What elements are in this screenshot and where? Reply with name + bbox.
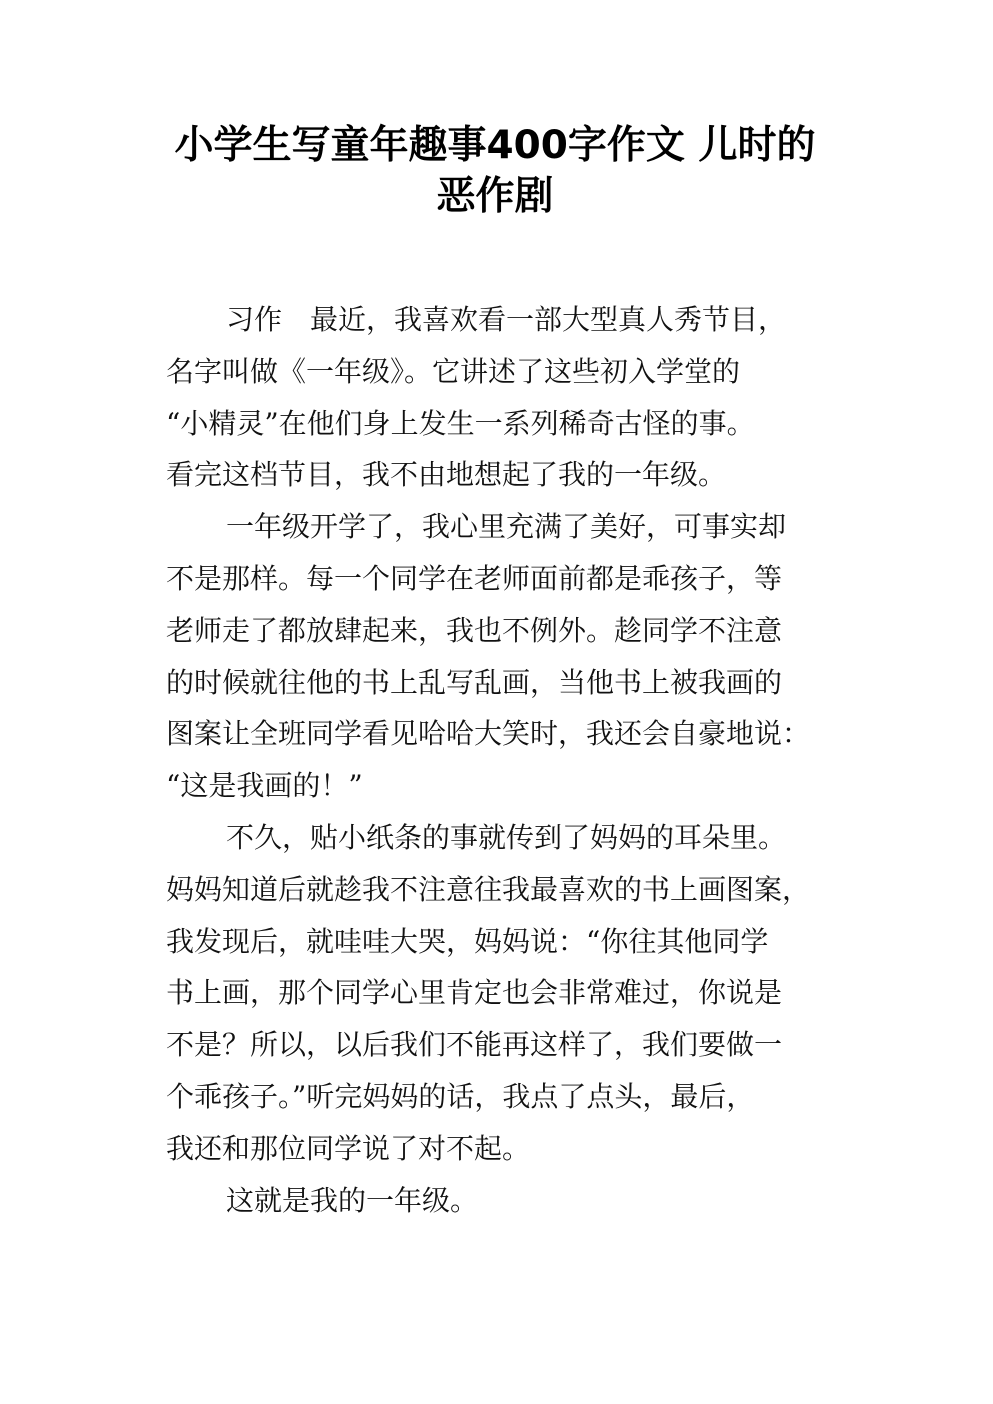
paragraph-line: 我发现后，就哇哇大哭，妈妈说：“你往其他同学 — [166, 924, 769, 958]
paragraph-line: 老师走了都放肆起来，我也不例外。趁同学不注意 — [166, 613, 783, 647]
paragraph-line: 图案让全班同学看见哈哈大笑时，我还会自豪地说： — [166, 717, 811, 751]
paragraph-line: 妈妈知道后就趁我不注意往我最喜欢的书上画图案， — [166, 872, 811, 906]
paragraph-line: 这就是我的一年级。 — [226, 1183, 479, 1217]
paragraph-line: 不是那样。每一个同学在老师面前都是乖孩子，等 — [166, 561, 783, 595]
paragraph-line: 看完这档节目，我不由地想起了我的一年级。 — [166, 458, 727, 492]
paragraph-line: 一年级开学了，我心里充满了美好，可事实却 — [226, 510, 787, 544]
paragraph-line: 书上画，那个同学心里肯定也会非常难过，你说是 — [166, 976, 783, 1010]
essay-body — [166, 294, 846, 1226]
paragraph-line: 个乖孩子。”听完妈妈的话，我点了点头，最后， — [166, 1079, 755, 1113]
paragraph-line: 名字叫做《一年级》。它讲述了这些初入学堂的 — [166, 354, 741, 388]
paragraph-line: 不久，贴小纸条的事就传到了妈妈的耳朵里。 — [226, 820, 787, 854]
document-title — [150, 120, 840, 222]
title-line: 小学生写童年趣事400字作文 儿时的 — [174, 123, 816, 168]
title-line: 恶作剧 — [436, 174, 554, 219]
paragraph-line: “小精灵”在他们身上发生一系列稀奇古怪的事。 — [166, 406, 755, 440]
paragraph-line: 的时候就往他的书上乱写乱画，当他书上被我画的 — [166, 665, 783, 699]
paragraph-line: 习作 最近，我喜欢看一部大型真人秀节目， — [226, 303, 787, 336]
paragraph-line: “这是我画的！” — [166, 769, 363, 803]
paragraph-line: 不是？所以，以后我们不能再这样了，我们要做一 — [166, 1028, 783, 1062]
paragraph-line: 我还和那位同学说了对不起。 — [166, 1131, 531, 1165]
